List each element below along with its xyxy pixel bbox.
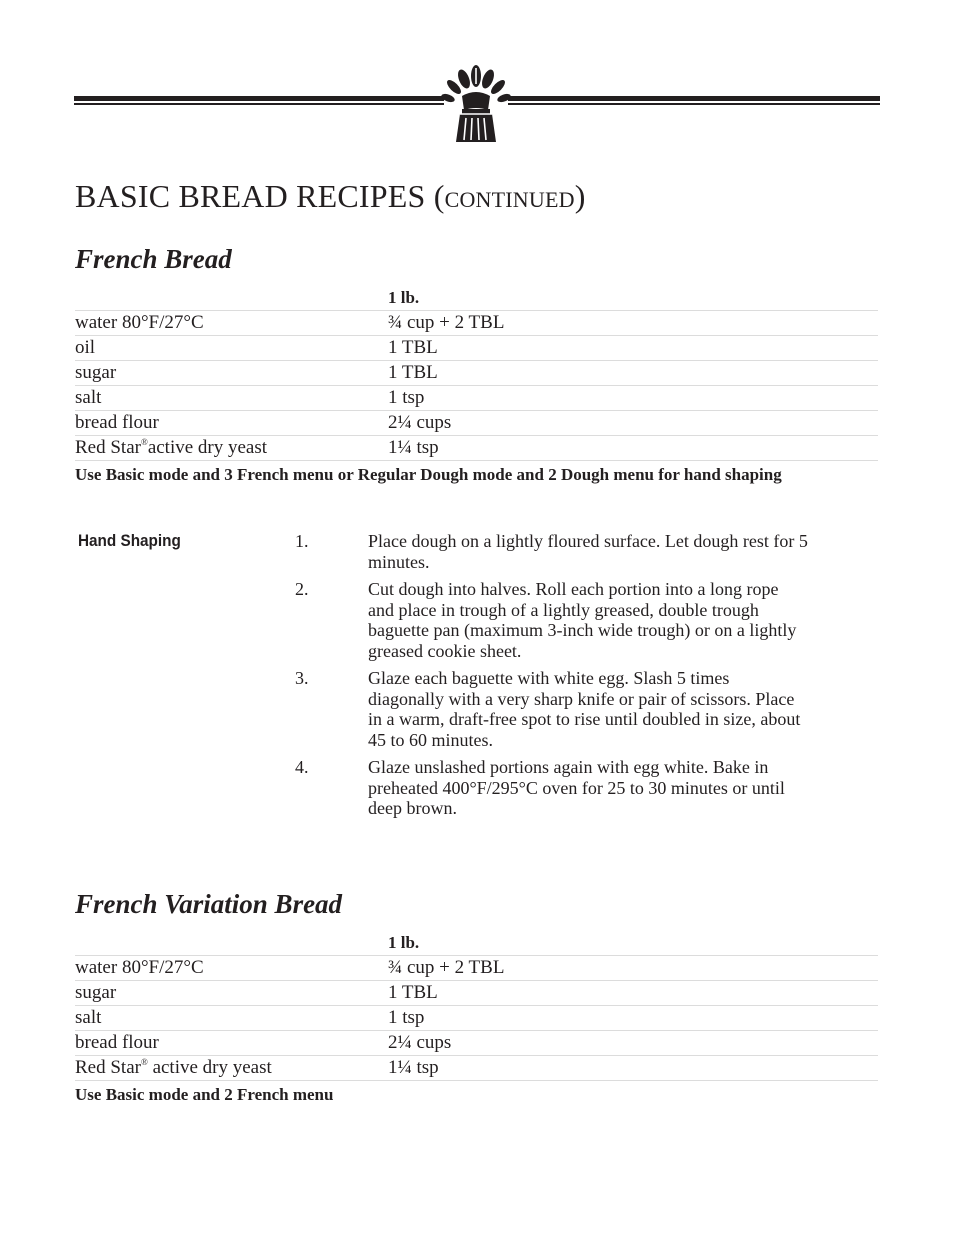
- ingredient-row: bread flour 2¼ cups: [75, 411, 878, 436]
- wheat-sheaf-icon: [440, 62, 512, 146]
- ingredient-row: Red Star®active dry yeast 1¼ tsp: [75, 436, 878, 461]
- ingredients-table-french-variation: [75, 931, 878, 1105]
- ingredient-row: oil 1 TBL: [75, 336, 878, 361]
- recipe-title-french-bread: French Bread: [75, 244, 232, 274]
- ingredient-row: salt 1 tsp: [75, 386, 878, 411]
- ingredient-row: sugar 1 TBL: [75, 981, 878, 1006]
- mode-instruction: Use Basic mode and 3 French menu or Regular Dough mode and 2 Dough menu for hand shaping: [75, 465, 782, 484]
- header-rule-right: [508, 96, 880, 107]
- hand-shaping-steps: [295, 531, 815, 826]
- ingredient-row: salt 1 tsp: [75, 1006, 878, 1031]
- ingredient-row: bread flour 2¼ cups: [75, 1031, 878, 1056]
- yield-header: 1 lb.: [75, 286, 878, 311]
- shaping-step: 3. Glaze each baguette with white egg. Slash 5 times diagonally with a very sharp knife or pair of scissors. Place in a warm, draft-free spot to rise until doubled in size, about 45 to 60 minutes.: [295, 668, 801, 750]
- shaping-step: 2. Cut dough into halves. Roll each portion into a long rope and place in trough of a lightly greased, double trough baguette pan (maximum 3-inch wide trough) or on a lightly greased cookie sheet.: [295, 579, 797, 661]
- mode-instruction: Use Basic mode and 2 French menu: [75, 1085, 334, 1104]
- ingredient-row: water 80°F/27°C ¾ cup + 2 TBL: [75, 311, 878, 336]
- registered-mark: ®: [140, 1057, 148, 1067]
- ingredient-row: Red Star® active dry yeast 1¼ tsp: [75, 1056, 878, 1081]
- registered-mark: ®: [140, 437, 148, 447]
- shaping-step: 4. Glaze unslashed portions again with egg white. Bake in preheated 400°F/295°C oven for 25 to 30 minutes or until deep brown.: [295, 757, 785, 818]
- yield-header: 1 lb.: [75, 931, 878, 956]
- ingredients-table-french-bread: [75, 286, 878, 485]
- ingredient-row: sugar 1 TBL: [75, 361, 878, 386]
- shaping-step: 1. Place dough on a lightly floured surface. Let dough rest for 5 minutes.: [295, 531, 808, 572]
- recipe-title-french-variation-bread: French Variation Bread: [75, 889, 343, 919]
- ingredient-row: water 80°F/27°C ¾ cup + 2 TBL: [75, 956, 878, 981]
- hand-shaping-label: Hand Shaping: [78, 531, 181, 550]
- header-rule-left: [74, 96, 444, 107]
- page-title: BASIC BREAD RECIPES (CONTINUED): [75, 178, 586, 214]
